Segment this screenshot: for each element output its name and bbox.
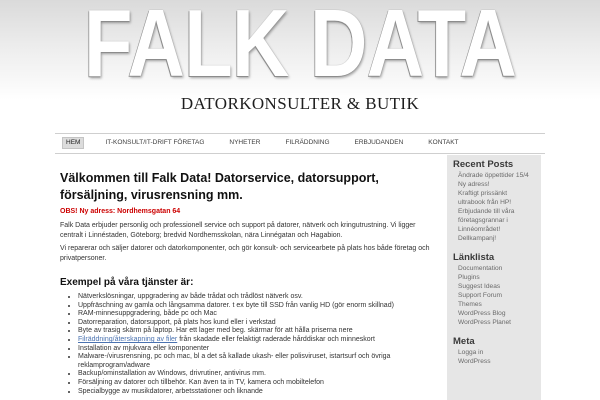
widget-title: Recent Posts (453, 159, 514, 170)
services-list (60, 293, 434, 396)
page-title: Välkommen till Falk Data! Datorservice, datorsupport, försäljning, virusrensning mm. (60, 171, 379, 202)
nav-item-hem[interactable]: HEM (62, 137, 84, 149)
sidebar (447, 155, 541, 400)
blogroll-link[interactable]: Support Forum (458, 292, 502, 299)
service-item (78, 336, 434, 345)
address-notice: OBS! Ny adress: Nordhemsgatan 64 (60, 208, 181, 215)
main-content (60, 170, 434, 396)
recent-posts-list (453, 171, 532, 243)
intro-paragraph: Falk Data erbjuder personlig och professionell service och support på datorer, nätverk och kringutrustning. Vi ligger centralt i Linnéstaden, Göteborg; bredvid Nordhemsskolan, nära Linnégatan och Hagabion. (60, 222, 416, 239)
service-item: • Specialbygge av musikdatorer, arbetsstationer och liknande (78, 388, 434, 397)
blogroll-link[interactable]: Suggest Ideas (458, 283, 501, 290)
service-item: • RAM-minnesuppgradering, både pc och Mac (78, 310, 434, 319)
blogroll-link[interactable]: Plugins (458, 274, 480, 281)
service-item: • Uppfräschning av gamla och långsamma datorer. t ex byte till SSD från vanlig HD (gör enorm skillnad) (78, 302, 434, 311)
nav-item-filraddning[interactable]: FILRÄDDNING (285, 139, 330, 146)
widget-meta (453, 336, 541, 366)
blogroll-link[interactable]: Themes (458, 301, 482, 308)
blogroll-link[interactable]: Documentation (458, 265, 503, 272)
file-recovery-link[interactable]: Filräddning/återskapning av filer (78, 335, 178, 343)
service-item: • Nätverkslösningar, uppgradering av både trådat och trådlöst nätverk osv. (78, 293, 434, 302)
site-logo[interactable]: FALK DATA (83, 0, 517, 97)
login-link[interactable]: Logga in (458, 349, 484, 356)
services-heading: Exempel på våra tjänster är: (60, 277, 194, 288)
nav-item-kontakt[interactable]: KONTAKT (428, 139, 459, 146)
recent-post-link[interactable]: Dellkampanj! (458, 235, 497, 242)
recent-post-link[interactable]: Ändrade öppettider 15/4 (458, 172, 529, 179)
service-item: • Försäljning av datorer och tillbehör. Kan även ta in TV, kamera och mobiltelefon (78, 379, 434, 388)
site-tagline: DATORKONSULTER & BUTIK (180, 94, 420, 113)
service-item: • Byte av trasig skärm på laptop. Har ett lager med beg. skärmar för att hålla priserna nere (78, 327, 434, 336)
meta-list (453, 348, 532, 366)
nav-item-nyheter[interactable]: NYHETER (229, 139, 261, 146)
service-item: • Backup/ominstallation av Windows, drivrutiner, antivirus mm. (78, 370, 434, 379)
nav-item-it-konsult[interactable]: IT-KONSULT/IT-DRIFT FÖRETAG (105, 139, 205, 146)
link-list (453, 264, 532, 327)
blogroll-link[interactable]: WordPress Blog (458, 310, 506, 317)
widget-title: Meta (453, 336, 475, 347)
recent-post-link[interactable]: Kraftigt prissänkt ultrabook från HP! (458, 190, 512, 206)
recent-post-link[interactable]: Ny adress! (458, 181, 490, 188)
widget-title: Länklista (453, 252, 495, 263)
recent-post-link[interactable]: Erbjudande till våra företagsgrannar i Linnéområdet! (458, 208, 515, 233)
service-item: • Malware-/virusrensning, pc och mac, bl a det så kallade ukash- eller polisviruset, istartsurf och övriga reklamprogram/adware (78, 353, 434, 370)
nav-item-erbjudanden[interactable]: ERBJUDANDEN (354, 139, 404, 146)
nav-list (62, 137, 480, 149)
widget-recent-posts (453, 159, 541, 243)
intro-paragraph: Vi reparerar och säljer datorer och datorkomponenter, och gör konsult- och servicearbete på plats hos både företag och privatpersoner. (60, 245, 430, 262)
wordpress-link[interactable]: WordPress (458, 358, 491, 365)
widget-link-list (453, 252, 541, 327)
service-item-text: från skadade eller felaktigt raderade hårddiskar och minneskort (179, 335, 375, 343)
main-navigation (55, 133, 545, 154)
service-item: • Installation av mjukvara eller komponenter (78, 345, 434, 354)
service-item: • Datorreparation, datorsupport, på plats hos kund eller i verkstad (78, 319, 434, 328)
blogroll-link[interactable]: WordPress Planet (458, 319, 512, 326)
